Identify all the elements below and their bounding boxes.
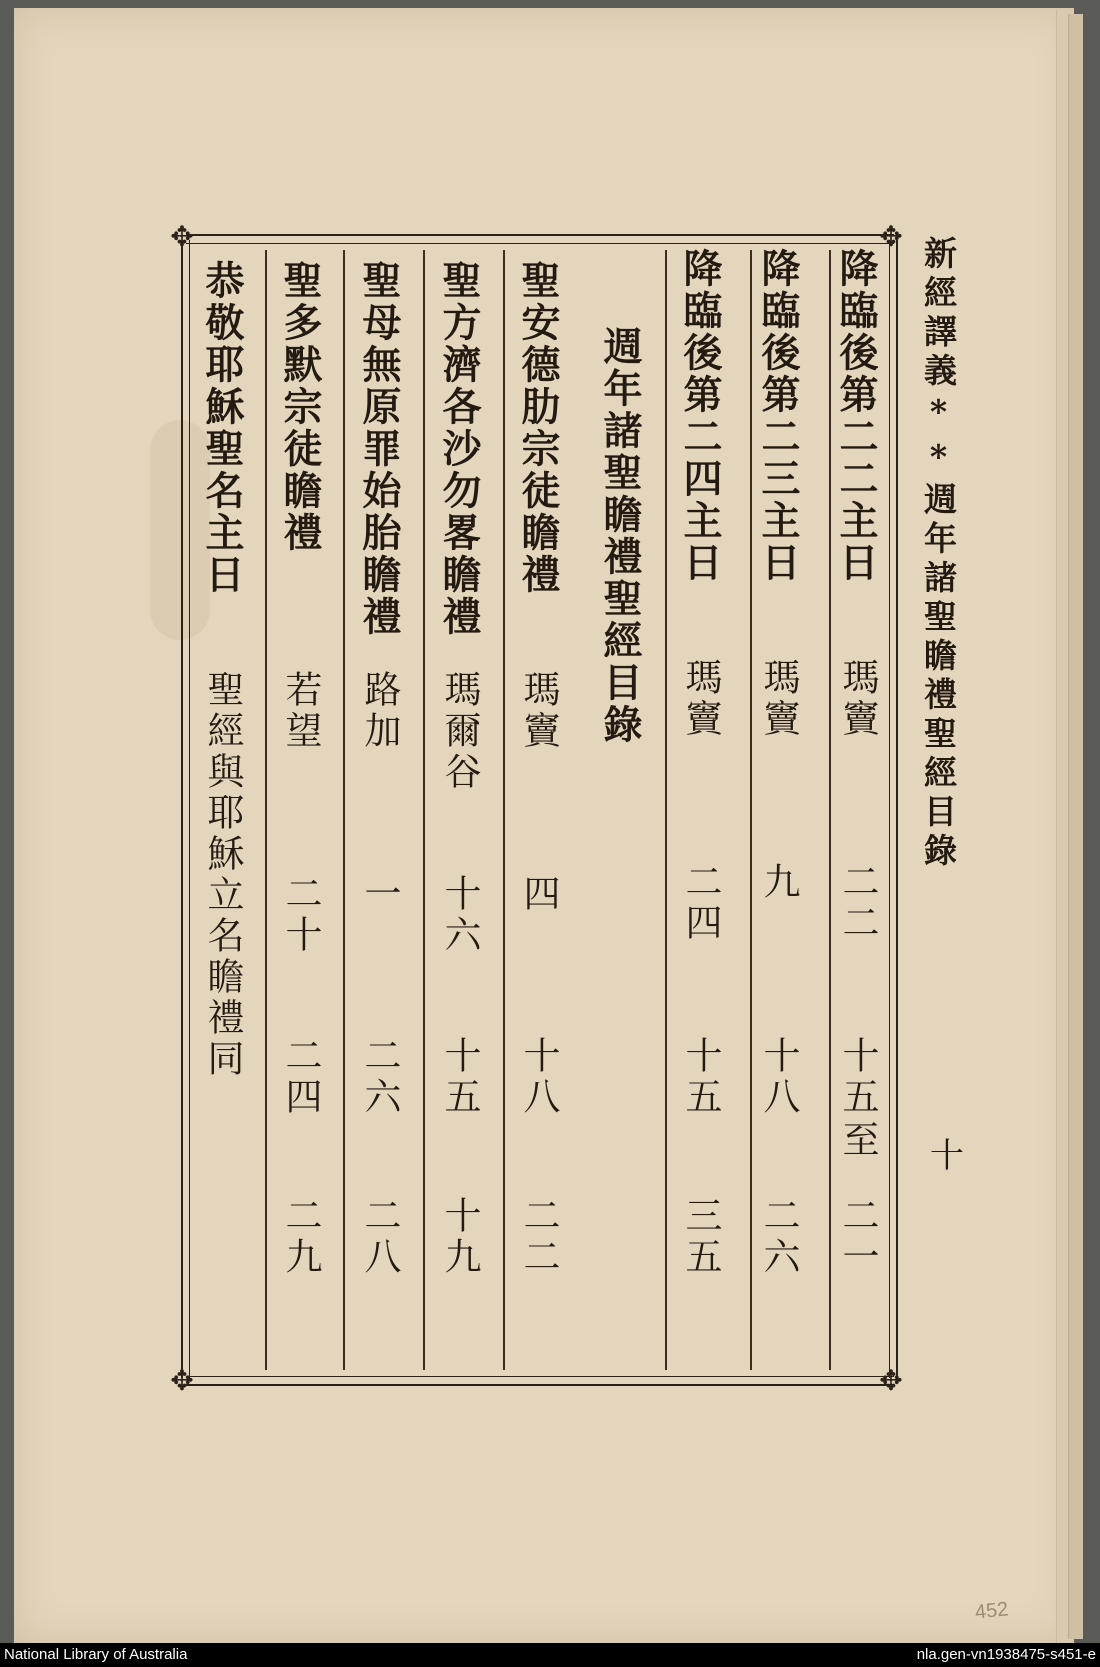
gospel-verse-sep: 至 (836, 1120, 879, 1161)
book-page (14, 8, 1074, 1643)
gospel-chapter: 二十 (279, 874, 322, 956)
gospel-verse-end: 二八 (358, 1196, 401, 1278)
column-divider (265, 250, 267, 1370)
feast-title: 聖母無原罪始胎瞻禮 (356, 260, 402, 638)
gospel-book: 瑪竇 (836, 658, 879, 740)
gospel-book: 瑪竇 (757, 658, 800, 740)
section-heading: 週年諸聖瞻禮聖經目錄 (597, 326, 643, 746)
frame-border-bottom (186, 1376, 894, 1386)
gospel-verse-start: 二四 (279, 1036, 322, 1118)
gospel-book: 路加 (358, 670, 401, 752)
feast-title: 聖安德肋宗徒瞻禮 (515, 260, 561, 596)
column-divider (503, 250, 505, 1370)
column-divider (750, 250, 752, 1370)
gospel-verse-end: 二九 (279, 1196, 322, 1278)
gospel-verse-start: 十五 (679, 1036, 722, 1118)
gospel-book: 瑪竇 (517, 670, 560, 752)
gospel-verse-start: 十五 (438, 1036, 481, 1118)
frame-border-right (889, 240, 898, 1378)
feast-title: 降臨後第二四主日 (677, 248, 723, 584)
column-divider (829, 250, 831, 1370)
column-divider (423, 250, 425, 1370)
corner-ornament-icon: ✥ (879, 220, 903, 253)
gospel-chapter: 九 (757, 862, 800, 903)
corner-ornament-icon: ✥ (170, 220, 194, 253)
pencil-mark: 452 (973, 1598, 1010, 1624)
gospel-chapter: 二四 (679, 862, 722, 944)
feast-note: 聖經與耶穌立名瞻禮同 (201, 670, 244, 1080)
feast-title: 恭敬耶穌聖名主日 (199, 260, 245, 596)
feast-title: 聖方濟各沙勿畧瞻禮 (436, 260, 482, 638)
gospel-chapter: 二二 (836, 862, 879, 944)
page-edge (1068, 14, 1083, 1639)
gospel-verse-start: 十五 (836, 1036, 879, 1118)
gospel-chapter: 十六 (438, 874, 481, 956)
gospel-chapter: 四 (517, 874, 560, 915)
gospel-verse-end: 三五 (679, 1196, 722, 1278)
column-divider (665, 250, 667, 1370)
frame-border-left (181, 240, 190, 1378)
feast-title: 聖多默宗徒瞻禮 (277, 260, 323, 554)
gospel-book: 若望 (279, 670, 322, 752)
footer-bar (0, 1643, 1100, 1667)
gospel-chapter: 一 (358, 874, 401, 915)
gospel-verse-end: 二六 (757, 1196, 800, 1278)
gospel-book: 瑪竇 (679, 658, 722, 740)
gospel-book: 瑪爾谷 (438, 670, 481, 793)
gospel-verse-start: 十八 (757, 1036, 800, 1118)
gospel-verse-end: 二二 (517, 1196, 560, 1278)
page-number: 十 (930, 1136, 964, 1176)
footer-credit: National Library of Australia (4, 1646, 188, 1663)
footer-identifier: nla.gen-vn1938475-s451-e (916, 1646, 1096, 1663)
running-header: 新經譯義**週年諸聖瞻禮聖經目錄 (919, 236, 958, 872)
corner-ornament-icon: ✥ (170, 1364, 194, 1397)
feast-title: 降臨後第二二主日 (833, 248, 879, 584)
corner-ornament-icon: ✥ (879, 1364, 903, 1397)
column-divider (343, 250, 345, 1370)
gospel-verse-start: 二六 (358, 1036, 401, 1118)
gospel-verse-end: 十九 (438, 1196, 481, 1278)
gospel-verse-end: 二一 (836, 1196, 879, 1278)
feast-title: 降臨後第二三主日 (755, 248, 801, 584)
frame-border-top (186, 234, 894, 244)
gospel-verse-start: 十八 (517, 1036, 560, 1118)
